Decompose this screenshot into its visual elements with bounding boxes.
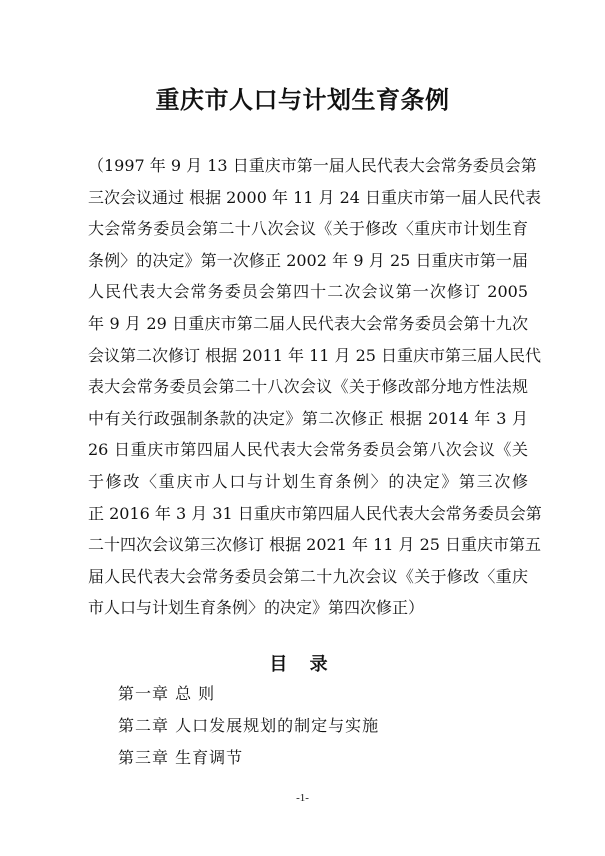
preamble-line: 届人民代表大会常务委员会第二十九次会议《关于修改〈重庆 (88, 566, 528, 586)
preamble-line: 二十四次会议第三次修订 根据 2021 年 11 月 25 日重庆市第五 (88, 535, 542, 555)
preamble-line: 大会常务委员会第二十八次会议《关于修改〈重庆市计划生育 (88, 219, 528, 239)
toc-item-chapter-2: 第二章 人口发展规划的制定与实施 (118, 716, 380, 735)
preamble-line: 正 2016 年 3 月 31 日重庆市第四届人民代表大会常务委员会第 (88, 503, 542, 523)
document-title: 重庆市人口与计划生育条例 (155, 85, 450, 114)
preamble-line: 年 9 月 29 日重庆市第二届人民代表大会常务委员会第十九次 (88, 313, 528, 333)
preamble-line: 三次会议通过 根据 2000 年 11 月 24 日重庆市第一届人民代表 (88, 187, 542, 207)
preamble-line: 中有关行政强制条款的决定》第二次修正 根据 2014 年 3 月 (88, 408, 528, 428)
preamble-line: 会议第二次修订 根据 2011 年 11 月 25 日重庆市第三届人民代 (88, 345, 542, 365)
toc-item-chapter-3: 第三章 生育调节 (118, 748, 244, 767)
preamble-line: （1997 年 9 月 13 日重庆市第一届人民代表大会常务委员会第 (88, 156, 537, 175)
preamble-line: 条例〉的决定》第一次修正 2002 年 9 月 25 日重庆市第一届 (88, 250, 528, 270)
preamble-line: 26 日重庆市第四届人民代表大会常务委员会第八次会议《关 (88, 440, 528, 460)
preamble-paragraph (88, 150, 542, 624)
preamble-line: 人民代表大会常务委员会第四十二次会议第一次修订 2005 (88, 282, 528, 302)
toc-heading: 目 录 (269, 654, 336, 675)
table-of-contents (118, 678, 379, 774)
toc-item-chapter-1: 第一章 总 则 (118, 684, 216, 703)
preamble-line: 市人口与计划生育条例〉的决定》第四次修正） (88, 598, 425, 618)
preamble-line: 表大会常务委员会第二十八次会议《关于修改部分地方性法规 (88, 377, 528, 397)
page-number: -1- (296, 792, 309, 804)
preamble-line: 于修改〈重庆市人口与计划生育条例〉的决定》第三次修 (88, 471, 528, 491)
